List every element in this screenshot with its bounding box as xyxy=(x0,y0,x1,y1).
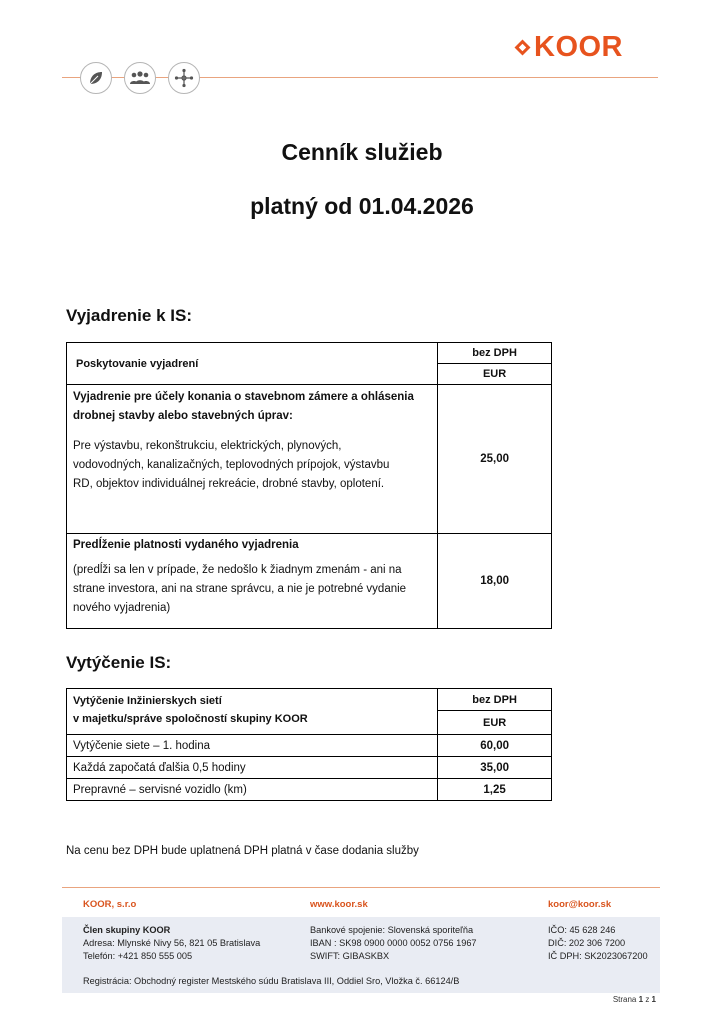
table-header-row xyxy=(67,689,552,711)
footer-registration: Registrácia: Obchodný register Mestského súdu Bratislava III, Oddiel Sro, Vložka č. 66124/B xyxy=(83,976,460,986)
header-line: v majetku/správe spoločností skupiny KOOR xyxy=(73,713,308,725)
table-row xyxy=(67,385,552,534)
row-title: drobnej stavby alebo stavebných úprav: xyxy=(73,410,293,422)
footer-dic: DIČ: 202 306 7200 xyxy=(548,938,626,948)
table-header-row xyxy=(67,343,552,364)
page-label: Strana xyxy=(612,995,637,1004)
row-description xyxy=(67,385,438,534)
row-text: strane investora, ani na strane správcu, a nie je potrebné vydanie xyxy=(73,583,407,595)
row-price: 60,00 xyxy=(438,735,552,757)
leaf-icon xyxy=(80,62,112,94)
table-header-currency: EUR xyxy=(438,364,552,385)
table-header-vat: bez DPH xyxy=(438,689,552,711)
row-price: 1,25 xyxy=(438,779,552,801)
page-number xyxy=(613,995,656,1004)
footer-ico: IČO: 45 628 246 xyxy=(548,925,616,935)
section-heading-vyjadrenie: Vyjadrenie k IS: xyxy=(66,306,192,325)
row-price: 35,00 xyxy=(438,757,552,779)
footer-phone: Telefón: +421 850 555 005 xyxy=(83,951,193,961)
row-text: vodovodných, kanalizačných, teplovodných prípojok, výstavbu xyxy=(73,459,390,471)
page-current: 1 xyxy=(638,995,644,1004)
footer-member: Člen skupiny KOOR xyxy=(83,925,171,935)
row-description xyxy=(67,534,438,629)
footer-email-link[interactable]: koor@koor.sk xyxy=(548,899,612,910)
vat-note: Na cenu bez DPH bude uplatnená DPH platná v čase dodania služby xyxy=(66,845,419,857)
table-header-currency: EUR xyxy=(438,711,552,735)
koor-logo xyxy=(514,30,623,64)
table-row xyxy=(67,534,552,629)
page-of: z xyxy=(645,995,650,1004)
section-heading-vytycenie: Vytýčenie IS: xyxy=(66,653,172,672)
row-text: RD, objektov individuálnej rekreácie, drobné stavby, oplotení. xyxy=(73,478,385,490)
header-line: Vytýčenie Inžinierskych sietí xyxy=(73,695,222,707)
row-label: Prepravné – servisné vozidlo (km) xyxy=(67,779,438,801)
footer-col-bank xyxy=(310,924,477,963)
footer-bank: Bankové spojenie: Slovenská sporiteľňa xyxy=(310,925,474,935)
row-price: 25,00 xyxy=(438,385,552,534)
footer-col-ids xyxy=(548,924,648,963)
page-subtitle: platný od 01.04.2026 xyxy=(250,193,474,219)
row-text: Pre výstavbu, rekonštrukciu, elektrických, plynových, xyxy=(73,440,342,452)
diamond-logo-icon xyxy=(514,39,531,56)
row-price: 18,00 xyxy=(438,534,552,629)
footer-iban: IBAN : SK98 0900 0000 0052 0756 1967 xyxy=(310,938,477,948)
row-title: Predĺženie platnosti vydaného vyjadrenia xyxy=(73,539,299,551)
row-text: nového vyjadrenia) xyxy=(73,602,171,614)
footer-company: KOOR, s.r.o xyxy=(83,899,137,910)
page-total: 1 xyxy=(651,995,656,1004)
people-icon xyxy=(124,62,156,94)
table-header-label xyxy=(67,689,438,735)
brand-name: KOOR xyxy=(534,31,623,63)
header-icons xyxy=(80,62,200,94)
footer-web-link[interactable]: www.koor.sk xyxy=(310,899,368,910)
row-title: Vyjadrenie pre účely konania o stavebnom zámere a ohlásenia xyxy=(73,391,414,403)
table-row xyxy=(67,779,552,801)
vytycenie-table xyxy=(66,688,552,801)
row-label: Vytýčenie siete – 1. hodina xyxy=(67,735,438,757)
vyjadrenie-table xyxy=(66,342,552,629)
footer-swift: SWIFT: GIBASKBX xyxy=(310,951,390,961)
footer-icdph: IČ DPH: SK2023067200 xyxy=(548,951,648,961)
row-label: Každá započatá ďalšia 0,5 hodiny xyxy=(67,757,438,779)
footer-col-company xyxy=(83,924,260,963)
table-header-label: Poskytovanie vyjadrení xyxy=(67,343,438,385)
page-title: Cenník služieb xyxy=(281,139,443,165)
row-text: (predĺži sa len v prípade, že nedošlo k žiadnym zmenám - ani na xyxy=(73,564,402,576)
footer-divider xyxy=(62,887,660,888)
table-row xyxy=(67,757,552,779)
table-header-vat: bez DPH xyxy=(438,343,552,364)
network-icon xyxy=(168,62,200,94)
footer-address: Adresa: Mlynské Nivy 56, 821 05 Bratislava xyxy=(83,938,261,948)
table-row xyxy=(67,735,552,757)
